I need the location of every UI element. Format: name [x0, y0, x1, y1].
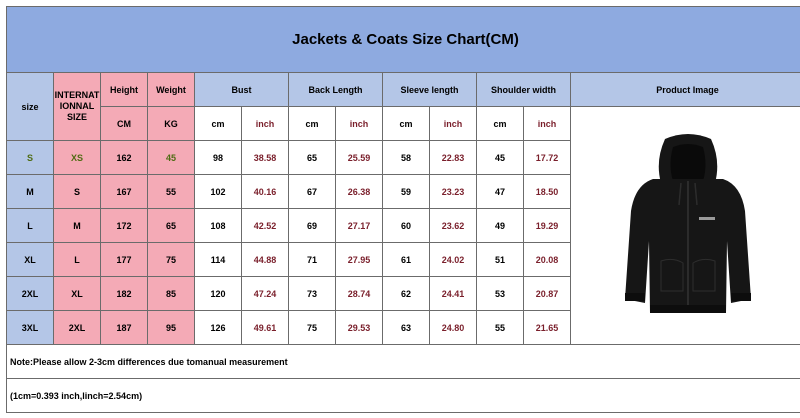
cell-weight: 85 [148, 277, 195, 311]
header-international-line1: INTERNAT [54, 90, 100, 100]
cell-shoulder-inch: 20.08 [524, 243, 571, 277]
subheader-shoulder-cm: cm [477, 107, 524, 141]
cell-shoulder-cm: 47 [477, 175, 524, 209]
cell-size: XL [7, 243, 54, 277]
cell-height: 182 [101, 277, 148, 311]
header-product-image: Product Image [571, 73, 800, 107]
cell-bust-cm: 120 [195, 277, 242, 311]
cell-back-inch: 29.53 [336, 311, 383, 345]
cell-size: 2XL [7, 277, 54, 311]
hoodie-image [613, 131, 763, 321]
cell-size: L [7, 209, 54, 243]
cell-back-cm: 75 [289, 311, 336, 345]
cell-international-size: L [54, 243, 101, 277]
cell-international-size: XS [54, 141, 101, 175]
cell-bust-cm: 114 [195, 243, 242, 277]
header-international-line2: IONNAL [59, 101, 95, 111]
cell-bust-cm: 102 [195, 175, 242, 209]
cell-shoulder-inch: 21.65 [524, 311, 571, 345]
cell-back-cm: 65 [289, 141, 336, 175]
cell-size: S [7, 141, 54, 175]
cell-back-inch: 27.17 [336, 209, 383, 243]
cell-back-inch: 27.95 [336, 243, 383, 277]
cell-bust-inch: 44.88 [242, 243, 289, 277]
cell-size: 3XL [7, 311, 54, 345]
cell-bust-inch: 40.16 [242, 175, 289, 209]
cell-shoulder-inch: 17.72 [524, 141, 571, 175]
cell-sleeve-inch: 24.02 [430, 243, 477, 277]
cell-sleeve-inch: 22.83 [430, 141, 477, 175]
subheader-weight-unit: KG [148, 107, 195, 141]
cell-sleeve-cm: 59 [383, 175, 430, 209]
header-international-line3: SIZE [66, 112, 87, 122]
header-sleeve-length: Sleeve length [383, 73, 477, 107]
cell-shoulder-inch: 18.50 [524, 175, 571, 209]
subheader-back-cm: cm [289, 107, 336, 141]
cell-bust-inch: 49.61 [242, 311, 289, 345]
cell-shoulder-cm: 53 [477, 277, 524, 311]
cell-bust-cm: 108 [195, 209, 242, 243]
header-weight: Weight [148, 73, 195, 107]
subheader-sleeve-cm: cm [383, 107, 430, 141]
cell-sleeve-cm: 63 [383, 311, 430, 345]
cell-sleeve-inch: 24.80 [430, 311, 477, 345]
conversion-text: (1cm=0.393 inch,linch=2.54cm) [7, 379, 800, 413]
cell-shoulder-inch: 19.29 [524, 209, 571, 243]
cell-international-size: S [54, 175, 101, 209]
cell-bust-inch: 42.52 [242, 209, 289, 243]
subheader-height-unit: CM [101, 107, 148, 141]
header-shoulder-width: Shoulder width [477, 73, 571, 107]
cell-sleeve-cm: 62 [383, 277, 430, 311]
cell-bust-cm: 98 [195, 141, 242, 175]
cell-shoulder-cm: 45 [477, 141, 524, 175]
header-international-size [54, 73, 101, 141]
cell-weight: 95 [148, 311, 195, 345]
cell-weight: 75 [148, 243, 195, 277]
cell-sleeve-cm: 58 [383, 141, 430, 175]
subheader-shoulder-inch: inch [524, 107, 571, 141]
cell-shoulder-cm: 55 [477, 311, 524, 345]
cell-weight: 65 [148, 209, 195, 243]
subheader-bust-cm: cm [195, 107, 242, 141]
cell-sleeve-cm: 60 [383, 209, 430, 243]
header-back-length: Back Length [289, 73, 383, 107]
cell-back-cm: 71 [289, 243, 336, 277]
cell-height: 172 [101, 209, 148, 243]
cell-back-inch: 25.59 [336, 141, 383, 175]
header-bust: Bust [195, 73, 289, 107]
cell-back-cm: 69 [289, 209, 336, 243]
cell-back-inch: 28.74 [336, 277, 383, 311]
cell-international-size: XL [54, 277, 101, 311]
cell-back-inch: 26.38 [336, 175, 383, 209]
cell-shoulder-cm: 49 [477, 209, 524, 243]
cell-sleeve-inch: 24.41 [430, 277, 477, 311]
header-height: Height [101, 73, 148, 107]
subheader-sleeve-inch: inch [430, 107, 477, 141]
cell-shoulder-cm: 51 [477, 243, 524, 277]
cell-sleeve-inch: 23.62 [430, 209, 477, 243]
hoodie-chest-print [699, 217, 715, 220]
size-chart-table [6, 6, 800, 413]
header-size: size [7, 73, 54, 141]
subheader-bust-inch: inch [242, 107, 289, 141]
cell-back-cm: 67 [289, 175, 336, 209]
cell-bust-inch: 38.58 [242, 141, 289, 175]
cell-sleeve-cm: 61 [383, 243, 430, 277]
cell-international-size: M [54, 209, 101, 243]
chart-title: Jackets & Coats Size Chart(CM) [7, 7, 800, 73]
cell-height: 187 [101, 311, 148, 345]
cell-height: 162 [101, 141, 148, 175]
cell-height: 167 [101, 175, 148, 209]
cell-international-size: 2XL [54, 311, 101, 345]
cell-weight: 55 [148, 175, 195, 209]
cell-height: 177 [101, 243, 148, 277]
cell-bust-cm: 126 [195, 311, 242, 345]
cell-sleeve-inch: 23.23 [430, 175, 477, 209]
product-image-cell [571, 107, 800, 345]
note-text: Note:Please allow 2-3cm differences due tomanual measurement [7, 345, 800, 379]
subheader-back-inch: inch [336, 107, 383, 141]
cell-shoulder-inch: 20.87 [524, 277, 571, 311]
cell-bust-inch: 47.24 [242, 277, 289, 311]
cell-size: M [7, 175, 54, 209]
cell-back-cm: 73 [289, 277, 336, 311]
cell-weight: 45 [148, 141, 195, 175]
